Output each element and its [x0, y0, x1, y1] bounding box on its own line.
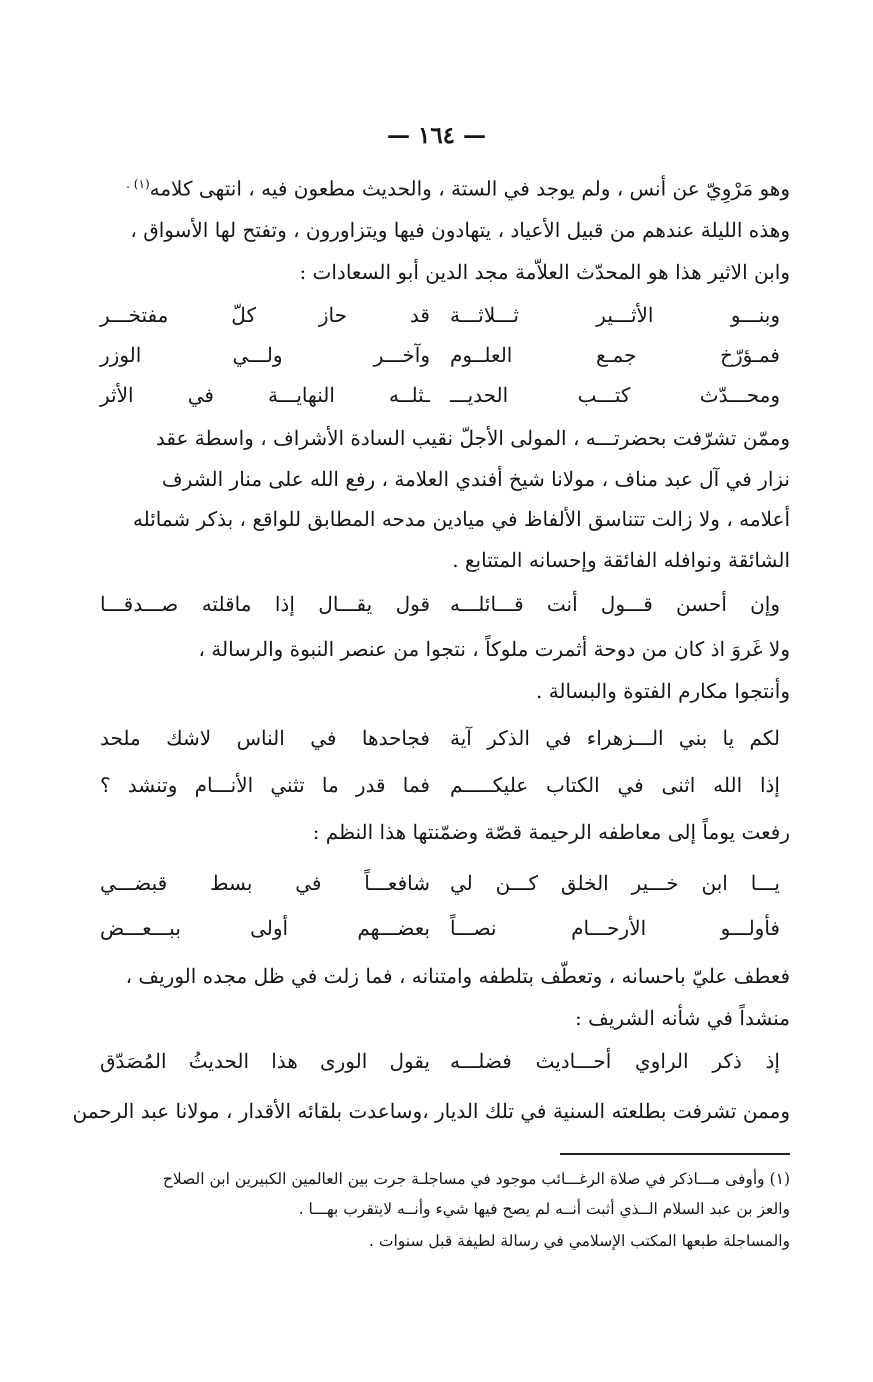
poem-verse: [80, 340, 780, 370]
verse-second-hemistich: شافعـــاً في بسط قبضـــي: [100, 871, 430, 895]
footnote-line: والعز بن عبد السلام الــذي أثبت أنــه لم يصح فيها شيء وأنــه لايتقرب بهـــا .: [298, 1200, 790, 1218]
poem-verse: [80, 868, 780, 898]
verse-first-hemistich: إذا الله اثنى في الكتاب عليكـــــم: [450, 773, 780, 797]
verse-first-hemistich: يـــا ابن خـــير الخلق كـــن لي: [450, 871, 780, 895]
poem-verse: [80, 380, 780, 410]
body-line: أعلامه ، ولا زالت تتناسق الألفاظ في ميادين مدحه المطابق للواقع ، بذكر شمائله: [132, 507, 790, 531]
body-line: ولا غَروَ اذ كان من دوحة أثمرت ملوكاً ، نتجوا من عنصر النبوة والرسالة ،: [198, 637, 790, 661]
verse-first-hemistich: فمـؤرّخ جمـع العلــوم: [450, 343, 780, 367]
verse-second-hemistich: فما قدر ما تثني الأنـــام وتنشد ؟: [100, 773, 430, 797]
poem-verse: [80, 300, 780, 330]
body-line: وهذه الليلة عندهم من قبيل الأعياد ، يتهادون فيها ويتزاورون ، وتفتح لها الأسواق ،: [130, 218, 790, 242]
verse-first-hemistich: وإن أحسن قـــول أنت قـــائلـــه: [450, 592, 780, 616]
verse-first-hemistich: ومحـــدّث كتـــب الحديـــ: [450, 383, 780, 407]
verse-second-hemistich: ـثلــه النهايـــة في الأثر: [100, 383, 430, 407]
verse-second-hemistich: فجاحدها في الناس لاشك ملحد: [100, 726, 430, 750]
footnote-marker: (١) .: [126, 177, 150, 191]
poem-verse: [80, 1046, 780, 1076]
footnote-line: والمساجلة طبعها المكتب الإسلامي في رسالة لطيفة قبل سنوات .: [369, 1232, 790, 1250]
verse-second-hemistich: قول يقـــال إذا ماقلته صـــدقـــا: [100, 592, 430, 616]
body-line: الشائقة ونوافله الفائقة وإحسانه المتتابع .: [452, 548, 790, 572]
poem-verse: [80, 913, 780, 943]
page-number: — ١٦٤ —: [386, 122, 487, 149]
verse-second-hemistich: يقول الورى هذا الحديثُ المُصَدّق: [100, 1049, 430, 1073]
verse-second-hemistich: وآخـــر ولـــي الوزر: [100, 343, 430, 367]
body-line: منشداً في شأنه الشريف :: [575, 1006, 790, 1030]
verse-first-hemistich: إذ ذكر الراوي أحـــاديث فضلـــه: [450, 1049, 780, 1073]
verse-first-hemistich: فأولـــو الأرحـــام نصـــاً: [450, 916, 780, 940]
body-line: وممّن تشرّفت بحضرتـــه ، المولى الأجلّ نقيب السادة الأشراف ، واسطة عقد: [155, 426, 790, 450]
verse-first-hemistich: لكم يا بني الـــزهراء في الذكر آية: [450, 726, 780, 750]
poem-verse: [80, 589, 780, 619]
poem-verse: [80, 723, 780, 753]
verse-second-hemistich: بعضـــهم أولى ببـــعـــض: [100, 916, 430, 940]
poem-verse: [80, 770, 780, 800]
verse-first-hemistich: وبنـــو الأثـــير ثـــلاثـــة: [450, 303, 780, 327]
body-line: نزار في آل عبد مناف ، مولانا شيخ أفندي العلامة ، رفع الله على منار الشرف: [161, 467, 790, 491]
verse-second-hemistich: قد حاز كلّ مفتخـــر: [100, 303, 430, 327]
body-line: وأنتجوا مكارم الفتوة والبسالة .: [535, 679, 790, 703]
footnote-divider: [560, 1153, 790, 1155]
body-line: رفعت يوماً إلى معاطفه الرحيمة قصّة وضمّنتها هذا النظم :: [312, 820, 790, 844]
body-line: فعطف عليّ باحسانه ، وتعطّف بتلطفه وامتنانه ، فما زلت في ظل مجده الوريف ،: [125, 964, 790, 988]
body-line: وابن الاثير هذا هو المحدّث العلاّمة مجد الدين أبو السعادات :: [299, 260, 790, 284]
footnote-line: (١) وأوفى مـــاذكر في صلاة الرغـــائب موجود في مساجلـة جرت بين العالمين الكبيرين ابن الصلاح: [162, 1170, 790, 1188]
body-line: وهو مَرْوِيّ عن أنس ، ولم يوجد في الستة ، والحديث مطعون فيه ، انتهى كلامه$^{(١) .}$: [126, 176, 790, 201]
body-line: وممن تشرفت بطلعته السنية في تلك الديار ،وساعدت بلقائه الأقدار ، مولانا عبد الرحمن: [72, 1099, 790, 1123]
